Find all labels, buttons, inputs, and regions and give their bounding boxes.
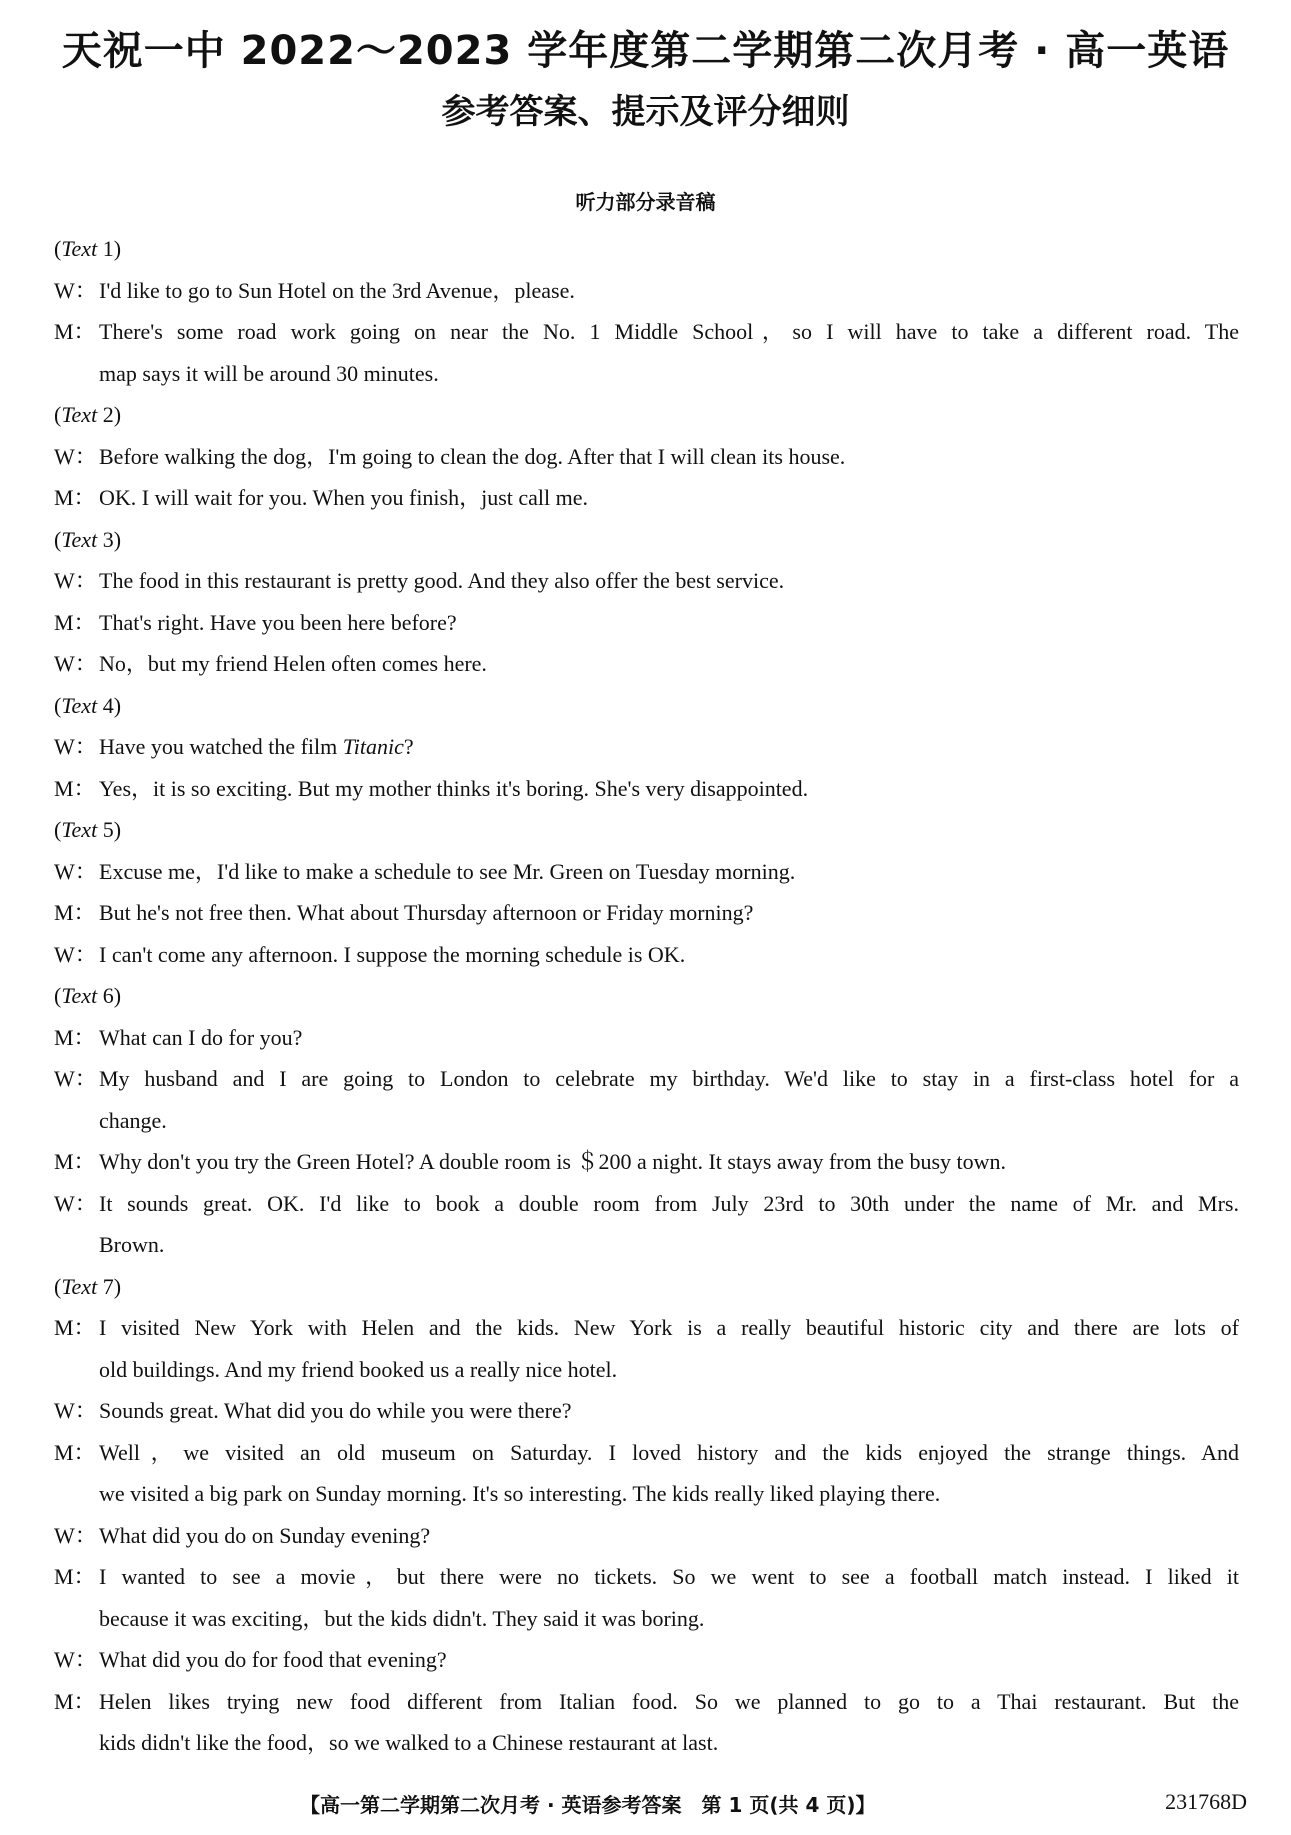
dialogue-text-line: I visited New York with Helen and the kids. New York is a really beautiful historic city and there are lots of (99, 1315, 1239, 1340)
speaker-label: W： (54, 1066, 97, 1091)
dialogue-text-line: map says it will be around 30 minutes. (99, 360, 439, 386)
dialogue-text-line: My husband and I are going to London to celebrate my birthday. We'd like to stay in a first-class hotel for a (99, 1066, 1239, 1091)
speaker-label: W： (54, 858, 97, 884)
dialogue-line (54, 1307, 1239, 1390)
dialogue-text-line: OK. I will wait for you. When you finish，just call me. (99, 485, 589, 510)
paren-close: ) (113, 983, 122, 1008)
paren-close: ) (113, 1273, 122, 1299)
dialogue-text (99, 1307, 1239, 1390)
dialogue-text (99, 1390, 1239, 1432)
paren-close: ) (113, 236, 122, 261)
text-label (54, 394, 1239, 436)
paren-open: ( (54, 692, 62, 718)
footer-code: 231768D (1165, 1789, 1247, 1814)
dialogue-text (99, 1515, 1239, 1557)
dialogue-line (54, 1515, 1239, 1557)
paren-open: ( (54, 236, 62, 261)
paren-open: ( (54, 402, 62, 427)
paren-open: ( (54, 983, 62, 1008)
dialogue-text (99, 602, 1239, 644)
speaker-label: W： (54, 1522, 97, 1548)
text-number: 3 (97, 526, 114, 552)
dialogue-text (99, 934, 1239, 976)
dialogue-text (99, 726, 1239, 768)
text-label-word: Text (61, 526, 98, 552)
dialogue-text (99, 1183, 1239, 1266)
dialogue-text-line: There's some road work going on near the No. 1 Middle School，so I will have to take a different road. The (99, 319, 1239, 344)
paren-close: ) (113, 692, 122, 718)
transcript-body (54, 228, 1239, 1764)
dialogue-text (99, 1556, 1239, 1639)
text-segment: ? (403, 734, 414, 759)
dialogue-text-line: old buildings. And my friend booked us a really nice hotel. (99, 1356, 618, 1382)
paren-open: ( (54, 817, 62, 842)
dialogue-text (99, 768, 1239, 810)
dialogue-text-line (99, 726, 1239, 768)
dialogue-line (54, 934, 1239, 976)
dialogue-line (54, 1183, 1239, 1266)
dialogue-line (54, 311, 1239, 394)
speaker-label: M： (54, 775, 96, 801)
dialogue-line (54, 477, 1239, 519)
text-label (54, 809, 1239, 851)
dialogue-line (54, 602, 1239, 644)
dialogue-text-line: I can't come any afternoon. I suppose the morning schedule is OK. (99, 941, 686, 967)
text-number: 2 (97, 402, 114, 427)
dialogue-text (99, 1141, 1239, 1183)
paren-close: ) (113, 526, 122, 552)
dialogue-line (54, 1058, 1239, 1141)
speaker-label: W： (54, 941, 97, 967)
text-number: 5 (97, 817, 114, 842)
text-number: 7 (97, 1273, 114, 1299)
speaker-label: W： (54, 651, 97, 676)
text-label (54, 519, 1239, 561)
text-label-word: Text (61, 1273, 98, 1299)
dialogue-text-line: It sounds great. OK. I'd like to book a double room from July 23rd to 30th under the name of Mr. and Mrs. (99, 1190, 1239, 1216)
dialogue-text (99, 1639, 1239, 1681)
dialogue-line (54, 768, 1239, 810)
dialogue-text-line: That's right. Have you been here before? (99, 609, 457, 635)
dialogue-text-line: I wanted to see a movie，but there were no tickets. So we went to see a football match instead. I liked it (99, 1564, 1239, 1589)
dialogue-text-line: Excuse me，I'd like to make a schedule to see Mr. Green on Tuesday morning. (99, 858, 796, 884)
dialogue-text-line: change. (99, 1107, 167, 1133)
dialogue-text (99, 1432, 1239, 1515)
dialogue-text (99, 477, 1239, 519)
speaker-label: M： (54, 900, 96, 925)
dialogue-line (54, 1556, 1239, 1639)
speaker-label: W： (54, 1398, 97, 1423)
text-segment: Have you watched the film (99, 734, 343, 759)
dialogue-text-line: Well，we visited an old museum on Saturday. I loved history and the kids enjoyed the strange things. And (99, 1439, 1239, 1465)
speaker-label: M： (54, 1149, 96, 1174)
speaker-label: M： (54, 1024, 96, 1050)
speaker-label: W： (54, 1647, 97, 1672)
text-label (54, 685, 1239, 727)
text-label (54, 1266, 1239, 1308)
speaker-label: W： (54, 568, 97, 593)
dialogue-text-line: What can I do for you? (99, 1024, 303, 1050)
dialogue-line (54, 1432, 1239, 1515)
speaker-label: W： (54, 277, 97, 303)
dialogue-line (54, 436, 1239, 478)
footer-page-info: 【高一第二学期第二次月考 · 英语参考答案 第 1 页(共 4 页)】 (300, 1793, 876, 1817)
speaker-label: M： (54, 1439, 96, 1465)
paren-open: ( (54, 526, 62, 552)
dialogue-text (99, 892, 1239, 934)
dialogue-text-line: Yes，it is so exciting. But my mother thinks it's boring. She's very disappointed. (99, 775, 809, 801)
dialogue-text (99, 436, 1239, 478)
speaker-label: M： (54, 1315, 96, 1340)
dialogue-line (54, 726, 1239, 768)
speaker-label: W： (54, 734, 97, 759)
dialogue-text (99, 1058, 1239, 1141)
text-label-word: Text (61, 236, 98, 261)
text-number: 6 (97, 983, 114, 1008)
dialogue-line (54, 1141, 1239, 1183)
dialogue-text-line: Before walking the dog，I'm going to clean the dog. After that I will clean its house. (99, 443, 846, 469)
dialogue-text-line: Brown. (99, 1232, 165, 1257)
text-label (54, 975, 1239, 1017)
dialogue-text-line: No，but my friend Helen often comes here. (99, 651, 487, 676)
text-label-word: Text (61, 983, 98, 1008)
page-footer (0, 1789, 1291, 1821)
text-number: 1 (97, 236, 114, 261)
section-title: 听力部分录音稿 (575, 190, 716, 214)
speaker-label: M： (54, 1688, 96, 1714)
dialogue-text-line: Helen likes trying new food different from Italian food. So we planned to go to a Thai restaurant. But the (99, 1688, 1239, 1714)
page-title: 天祝一中 2022～2023 学年度第二学期第二次月考 · 高一英语 (61, 28, 1230, 74)
text-number: 4 (97, 692, 114, 718)
speaker-label: M： (54, 1564, 96, 1589)
speaker-label: M： (54, 319, 96, 344)
dialogue-text-line: kids didn't like the food，so we walked to a Chinese restaurant at last. (99, 1730, 719, 1755)
dialogue-text (99, 311, 1239, 394)
paren-close: ) (113, 402, 122, 427)
dialogue-text (99, 560, 1239, 602)
dialogue-text-line: Why don't you try the Green Hotel? A double room is ＄200 a night. It stays away from the busy town. (99, 1149, 1007, 1174)
text-label (54, 228, 1239, 270)
dialogue-text (99, 270, 1239, 312)
dialogue-text-line: we visited a big park on Sunday morning. It's so interesting. The kids really liked playing there. (99, 1481, 941, 1506)
dialogue-line (54, 1017, 1239, 1059)
dialogue-line (54, 560, 1239, 602)
text-label-word: Text (61, 817, 98, 842)
dialogue-text-line: because it was exciting，but the kids didn't. They said it was boring. (99, 1605, 705, 1631)
dialogue-text (99, 643, 1239, 685)
paren-close: ) (113, 817, 122, 842)
dialogue-text (99, 851, 1239, 893)
page-subtitle: 参考答案、提示及评分细则 (441, 92, 850, 132)
dialogue-text-line: What did you do for food that evening? (99, 1647, 447, 1672)
dialogue-text (99, 1017, 1239, 1059)
dialogue-line (54, 1681, 1239, 1764)
text-label-word: Text (61, 402, 98, 427)
speaker-label: W： (54, 443, 97, 469)
dialogue-text-line: Sounds great. What did you do while you were there? (99, 1398, 572, 1423)
dialogue-line (54, 270, 1239, 312)
speaker-label: W： (54, 1190, 97, 1216)
dialogue-text-line: What did you do on Sunday evening? (99, 1522, 431, 1548)
speaker-label: M： (54, 485, 96, 510)
dialogue-text-line: But he's not free then. What about Thursday afternoon or Friday morning? (99, 900, 754, 925)
dialogue-text-line: The food in this restaurant is pretty good. And they also offer the best service. (99, 568, 785, 593)
dialogue-line (54, 643, 1239, 685)
film-title: Titanic (342, 734, 404, 759)
speaker-label: M： (54, 609, 96, 635)
paren-open: ( (54, 1273, 62, 1299)
text-label-word: Text (61, 692, 98, 718)
dialogue-line (54, 892, 1239, 934)
dialogue-line (54, 851, 1239, 893)
dialogue-line (54, 1639, 1239, 1681)
dialogue-line (54, 1390, 1239, 1432)
dialogue-text (99, 1681, 1239, 1764)
dialogue-text-line: I'd like to go to Sun Hotel on the 3rd Avenue，please. (99, 277, 575, 303)
